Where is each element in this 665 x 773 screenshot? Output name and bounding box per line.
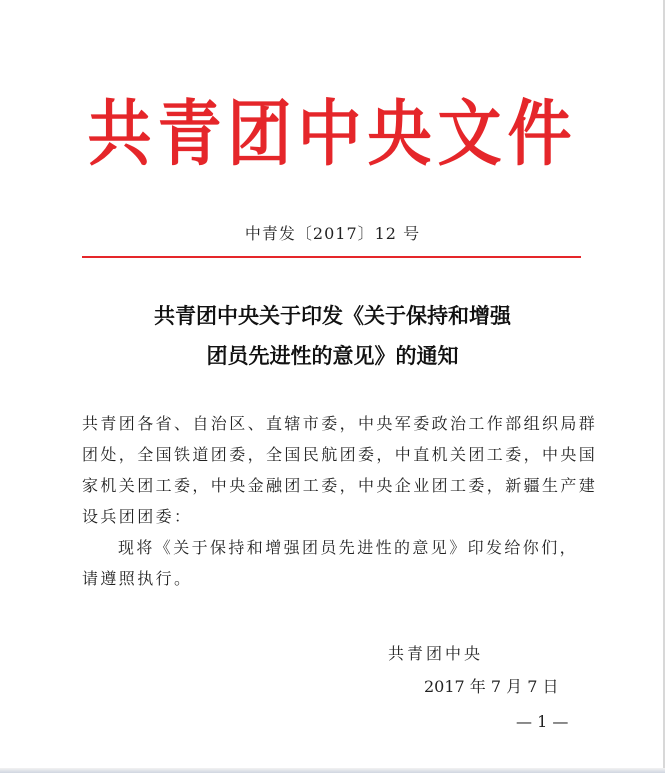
notice-title-line-1: 共青团中央关于印发《关于保持和增强 [154,303,511,328]
document-body [82,408,598,594]
issue-date: 2017 年 7 月 7 日 [424,677,559,696]
body-paragraph-line: 请遵照执行。 [82,569,193,588]
masthead-title: 共青团中央文件 [87,92,578,177]
viewer-bottom-edge [0,768,665,773]
document-number: 中青发〔2017〕12 号 [244,224,421,243]
body-paragraph-line: 现将《关于保持和增强团员先进性的意见》印发给你们， [118,538,579,557]
addressee-line: 团处，全国铁道团委，全国民航团委，中直机关团工委，中央国 [82,445,598,464]
notice-title [0,296,665,376]
red-separator-rule [82,256,581,258]
addressee-line: 共青团各省、自治区、直辖市委，中央军委政治工作部组织局群 [82,414,598,433]
notice-title-line-2: 团员先进性的意见》的通知 [206,343,459,368]
page-number: — 1 — [516,712,569,731]
addressee-line: 设兵团团委： [82,507,193,526]
addressee-line: 家机关团工委，中央金融团工委，中央企业团工委，新疆生产建 [82,476,598,495]
issuer-signature: 共青团中央 [388,644,484,663]
